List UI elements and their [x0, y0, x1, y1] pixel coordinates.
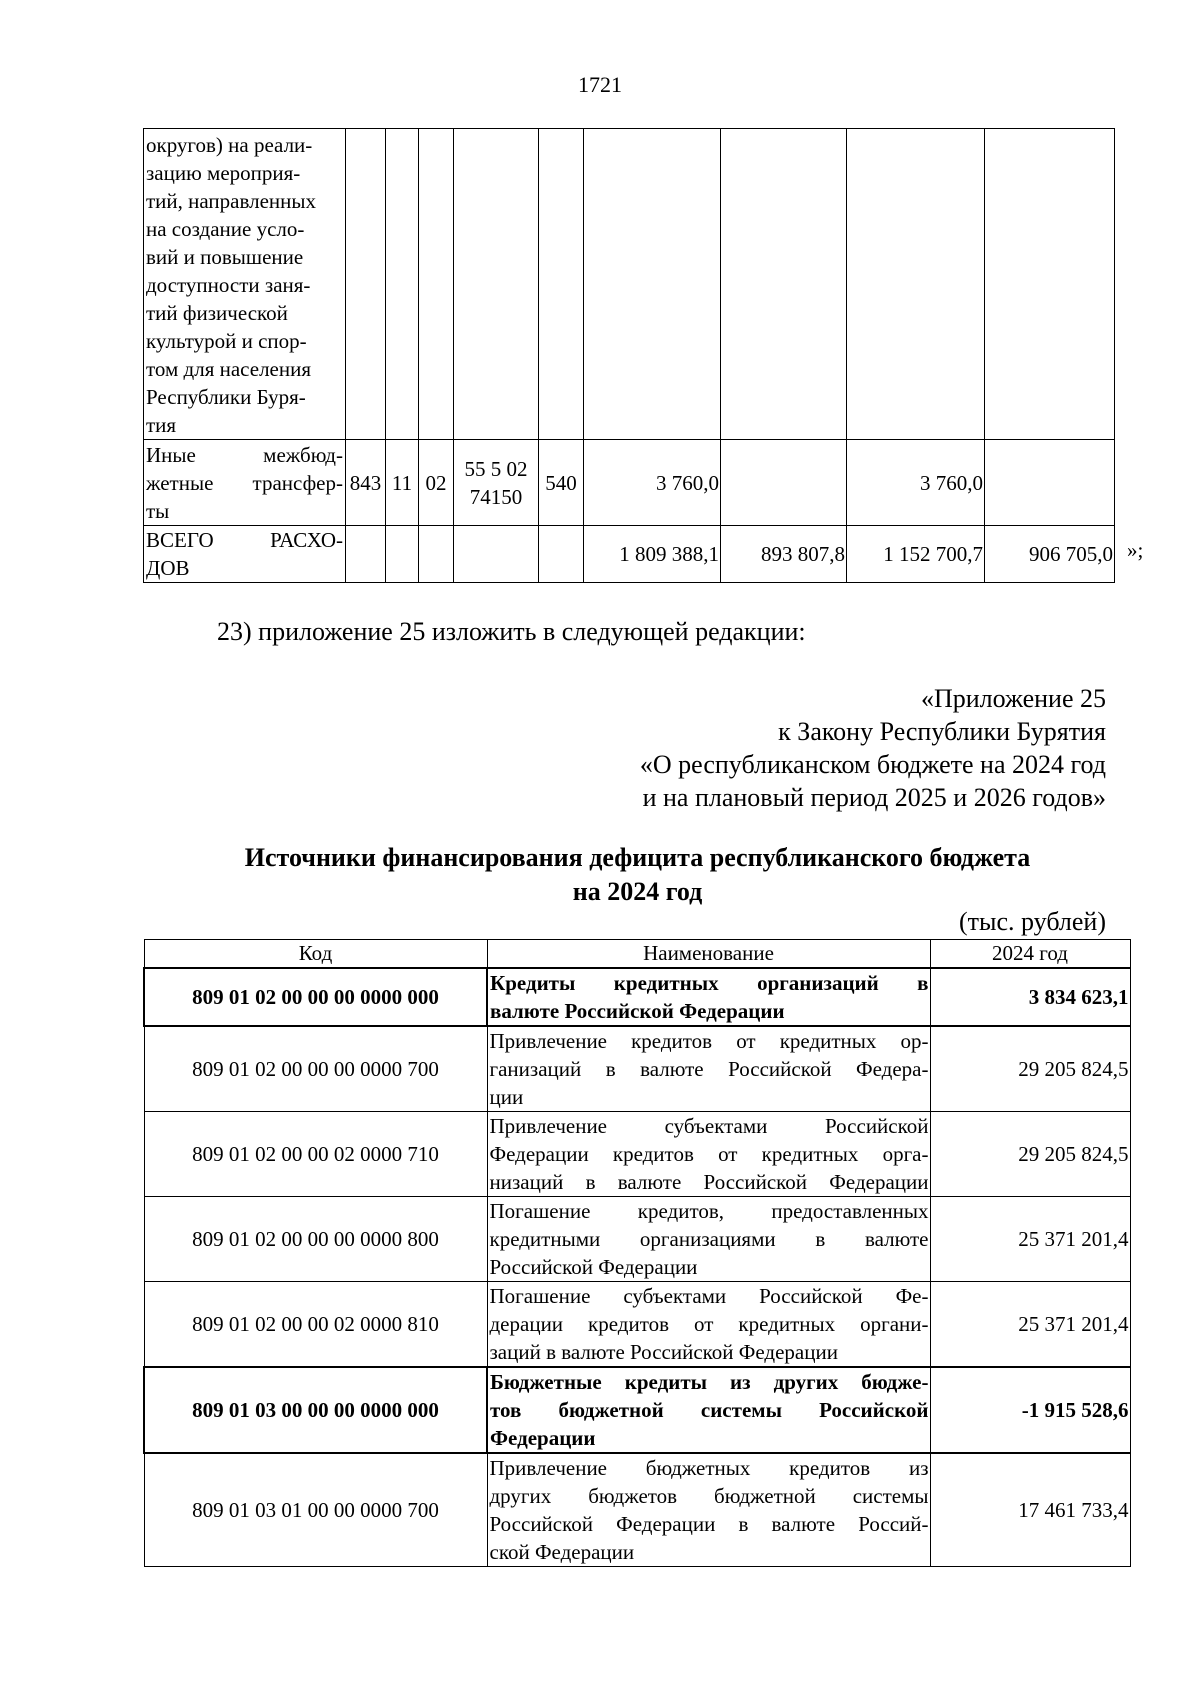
text-line: Погашение субъектами Российской Фе-	[489, 1284, 929, 1308]
amount-cell	[721, 440, 847, 526]
text-line: Федерации	[490, 1426, 596, 1450]
text-line: ДОВ	[146, 556, 190, 580]
annex-line: к Закону Республики Бурятия	[778, 717, 1106, 746]
text-line: зацию мероприя-	[146, 161, 301, 185]
text-line: тов бюджетной системы Российской	[490, 1398, 929, 1422]
title-line: Источники финансирования дефицита республиканского бюджета	[244, 843, 1031, 872]
text-line: Привлечение бюджетных кредитов из	[489, 1456, 929, 1480]
amount-cell: 3 760,0	[584, 440, 721, 526]
value-cell: 29 205 824,5	[930, 1112, 1130, 1197]
annex-line: «Приложение 25	[920, 684, 1106, 713]
vr-cell: 540	[539, 440, 584, 526]
text-line: Иные межбюд-	[146, 443, 343, 467]
name-cell	[487, 1026, 930, 1112]
sources-table	[143, 939, 1131, 1567]
value-cell: 25 371 201,4	[930, 1282, 1130, 1368]
name-cell	[487, 1197, 930, 1282]
text-line: ВСЕГО РАСХО-	[146, 528, 343, 552]
name-cell	[487, 1453, 930, 1567]
text-line: ции	[489, 1085, 524, 1109]
row-name	[144, 440, 346, 526]
text-line: вий и повышение	[146, 245, 304, 269]
total-amount-cell: 1 152 700,7	[847, 526, 985, 583]
text-line: том для населения	[146, 357, 312, 381]
code-cell: 809 01 03 01 00 00 0000 700	[144, 1453, 487, 1567]
table-row	[144, 526, 1115, 583]
text-line: Российской Федерации	[489, 1255, 698, 1279]
amendment-text: 23) приложение 25 изложить в следующей редакции:	[217, 617, 806, 646]
csr-line: 55 5 02	[464, 456, 528, 481]
text-line: тий, направленных	[146, 189, 317, 213]
annex-line: «О республиканском бюджете на 2024 год	[639, 750, 1106, 779]
text-line: культурой и спор-	[146, 329, 307, 353]
table-row	[144, 1282, 1130, 1368]
total-amount-cell: 893 807,8	[721, 526, 847, 583]
table-row	[144, 440, 1115, 526]
code-cell: 809 01 02 00 00 00 0000 000	[144, 968, 487, 1026]
pr-cell: 02	[419, 440, 454, 526]
name-cell	[487, 968, 930, 1026]
table-row	[144, 1367, 1130, 1453]
expenditure-table	[143, 128, 1115, 583]
text-line: жетные трансфер-	[146, 471, 343, 495]
text-line: Федерации кредитов от кредитных орга-	[489, 1142, 929, 1166]
column-header: Код	[144, 940, 487, 969]
column-header: Наименование	[487, 940, 930, 969]
code-cell: 809 01 02 00 00 00 0000 700	[144, 1026, 487, 1112]
document-title	[0, 841, 1200, 909]
text-line: Республики Буря-	[146, 385, 306, 409]
table-row	[144, 1026, 1130, 1112]
text-line: тий физической	[146, 301, 288, 325]
text-line: доступности заня-	[146, 273, 311, 297]
annex-line: и на плановый период 2025 и 2026 годов»	[642, 783, 1106, 812]
page-number: 1721	[578, 72, 622, 97]
value-cell: 17 461 733,4	[930, 1453, 1130, 1567]
table-header-row	[144, 940, 1130, 969]
quote-close-suffix: »;	[1127, 538, 1144, 562]
text-line: Бюджетные кредиты из других бюдже-	[490, 1370, 929, 1394]
text-line: дерации кредитов от кредитных органи-	[489, 1312, 929, 1336]
units-label: (тыс. рублей)	[958, 907, 1106, 936]
total-amount-cell: 906 705,0	[985, 526, 1115, 583]
table-row	[144, 129, 1115, 440]
text-line: ты	[146, 499, 170, 523]
text-line: низаций в валюте Российской Федерации	[489, 1170, 929, 1194]
table-row	[144, 1453, 1130, 1567]
text-line: на создание усло-	[146, 217, 305, 241]
code-cell: 809 01 02 00 00 02 0000 710	[144, 1112, 487, 1197]
continuation-description	[144, 129, 346, 440]
text-line: Кредиты кредитных организаций в	[490, 971, 929, 995]
column-header: 2024 год	[930, 940, 1130, 969]
text-line: Погашение кредитов, предоставленных	[489, 1199, 929, 1223]
amount-cell	[985, 440, 1115, 526]
text-line: ской Федерации	[489, 1540, 635, 1564]
text-line: валюте Российской Федерации	[490, 999, 785, 1023]
text-line: Привлечение субъектами Российской	[489, 1114, 929, 1138]
rz-cell: 11	[386, 440, 419, 526]
text-line: округов) на реали-	[146, 133, 313, 157]
value-cell: 29 205 824,5	[930, 1026, 1130, 1112]
name-cell	[487, 1112, 930, 1197]
total-amount-cell: 1 809 388,1	[584, 526, 721, 583]
text-line: Российской Федерации в валюте Россий-	[489, 1512, 929, 1536]
csr-cell	[454, 440, 539, 526]
table-row	[144, 1197, 1130, 1282]
amount-cell: 3 760,0	[847, 440, 985, 526]
annex-header	[640, 682, 1106, 814]
name-cell	[487, 1282, 930, 1368]
code-cell: 809 01 02 00 00 02 0000 810	[144, 1282, 487, 1368]
grbs-cell: 843	[346, 440, 386, 526]
text-line: кредитными организациями в валюте	[489, 1227, 929, 1251]
name-cell	[487, 1367, 930, 1453]
text-line: ганизаций в валюте Российской Федера-	[489, 1057, 929, 1081]
text-line: заций в валюте Российской Федерации	[489, 1340, 838, 1364]
text-line: других бюджетов бюджетной системы	[489, 1484, 929, 1508]
row-name	[144, 526, 346, 583]
title-line: на 2024 год	[572, 877, 703, 906]
csr-line: 74150	[469, 484, 523, 509]
value-cell: 3 834 623,1	[930, 968, 1130, 1026]
value-cell: 25 371 201,4	[930, 1197, 1130, 1282]
table-row	[144, 1112, 1130, 1197]
code-cell: 809 01 02 00 00 00 0000 800	[144, 1197, 487, 1282]
value-cell: -1 915 528,6	[930, 1367, 1130, 1453]
code-cell: 809 01 03 00 00 00 0000 000	[144, 1367, 487, 1453]
table-row	[144, 968, 1130, 1026]
text-line: Привлечение кредитов от кредитных ор-	[489, 1029, 929, 1053]
text-line: тия	[146, 413, 177, 437]
